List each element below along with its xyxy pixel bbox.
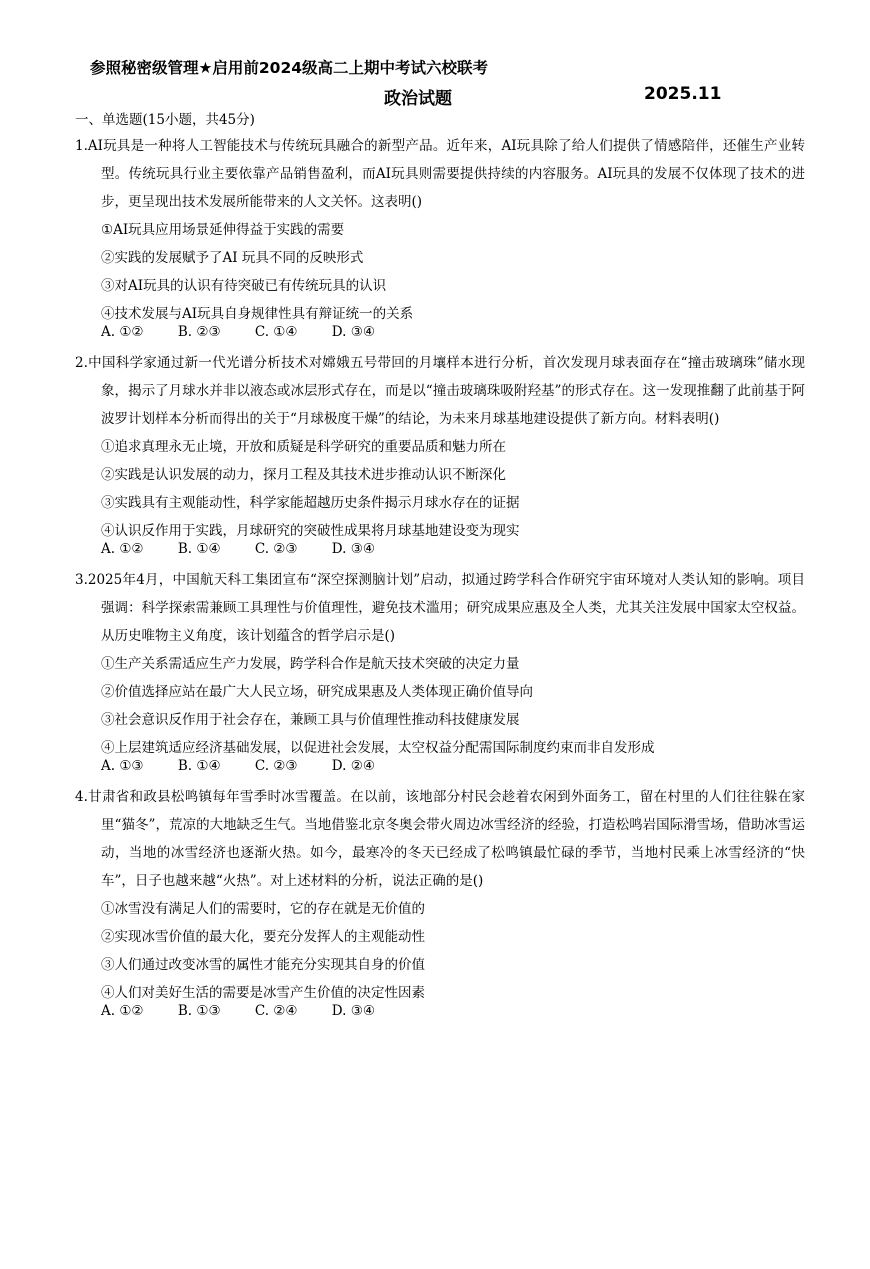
question-3 — [75, 566, 805, 776]
statement-option: ④认识反作用于实践，月球研究的突破性成果将月球基地建设变为现实 — [101, 523, 520, 539]
choice-a: A. ①② — [101, 1003, 144, 1019]
choice-d: D. ②④ — [331, 758, 375, 774]
choice-b: B. ②③ — [177, 324, 221, 340]
statement-option: ②实践的发展赋予了AI 玩具不同的反映形式 — [101, 250, 364, 266]
choice-a: A. ①② — [101, 541, 144, 557]
choice-c: C. ②③ — [254, 758, 298, 774]
question-stem: 3.2025年4月，中国航天科工集团宣布“深空探测脑计划”启动，拟通过跨学科合作研究宇宙环境对人类认知的影响。项目强调：科学探索需兼顾工具理性与价值理性，避免技术滥用；研究成果应惠及全人类，尤其关注发展中国家太空权益。从历史唯物主义角度，该计划蕴含的哲学启示是() — [75, 572, 805, 644]
statement-option: ①冰雪没有满足人们的需要时，它的存在就是无价值的 — [101, 901, 425, 917]
statement-option: ①追求真理永无止境，开放和质疑是科学研究的重要品质和魅力所在 — [101, 439, 506, 455]
statement-option: ③对AI玩具的认识有待突破已有传统玩具的认识 — [101, 278, 387, 294]
choice-a: A. ①③ — [101, 758, 144, 774]
choice-b: B. ①④ — [177, 541, 221, 557]
statement-option: ①AI玩具应用场景延伸得益于实践的需要 — [101, 222, 345, 238]
question-1 — [75, 132, 805, 342]
choice-d: D. ③④ — [331, 541, 375, 557]
exam-date: 2025.11 — [644, 84, 722, 104]
statement-option: ③社会意识反作用于社会存在，兼顾工具与价值理性推动科技健康发展 — [101, 712, 520, 728]
choice-c: C. ②④ — [254, 1003, 298, 1019]
statement-option: ①生产关系需适应生产力发展，跨学科合作是航天技术突破的决定力量 — [101, 656, 520, 672]
question-stem: 1.AI玩具是一种将人工智能技术与传统玩具融合的新型产品。近年来，AI玩具除了给人们提供了情感陪伴，还催生产业转型。传统玩具行业主要依靠产品销售盈利，而AI玩具则需要提供持续的内容服务。AI玩具的发展不仅体现了技术的进步，更呈现出技术发展所能带来的人文关怀。这表明() — [75, 138, 805, 210]
exam-header-line: 参照秘密级管理★启用前2024级高二上期中考试六校联考 — [90, 59, 489, 77]
choice-d: D. ③④ — [331, 1003, 375, 1019]
question-4 — [75, 783, 805, 1021]
choice-c: C. ②③ — [254, 541, 298, 557]
choice-c: C. ①④ — [254, 324, 298, 340]
question-2 — [75, 349, 805, 559]
question-stem: 2.中国科学家通过新一代光谱分析技术对嫦娥五号带回的月壤样本进行分析，首次发现月球表面存在“撞击玻璃珠”储水现象，揭示了月球水并非以液态或冰层形式存在，而是以“撞击玻璃珠吸附羟基”的形式存在。这一发现推翻了此前基于阿波罗计划样本分析而得出的关于“月球极度干燥”的结论，为未来月球基地建设提供了新方向。材料表明() — [75, 355, 805, 427]
statement-option: ④人们对美好生活的需要是冰雪产生价值的决定性因素 — [101, 985, 425, 1001]
statement-option: ④上层建筑适应经济基础发展，以促进社会发展，太空权益分配需国际制度约束而非自发形成 — [101, 740, 655, 756]
statement-option: ③人们通过改变冰雪的属性才能充分实现其自身的价值 — [101, 957, 425, 973]
statement-option: ②实现冰雪价值的最大化，要充分发挥人的主观能动性 — [101, 929, 425, 945]
exam-title: 政治试题 — [384, 89, 452, 109]
statement-option: ③实践具有主观能动性，科学家能超越历史条件揭示月球水存在的证据 — [101, 495, 520, 511]
answer-choices — [75, 1001, 805, 1021]
choice-b: B. ①③ — [177, 1003, 221, 1019]
statement-option: ②实践是认识发展的动力，探月工程及其技术进步推动认识不断深化 — [101, 467, 506, 483]
section-heading: 一、单选题(15小题，共45分) — [75, 112, 255, 128]
statement-option: ②价值选择应站在最广大人民立场，研究成果惠及人类体现正确价值导向 — [101, 684, 533, 700]
statement-option: ④技术发展与AI玩具自身规律性具有辩证统一的关系 — [101, 306, 414, 322]
choice-b: B. ①④ — [177, 758, 221, 774]
question-stem: 4.甘肃省和政县松鸣镇每年雪季时冰雪覆盖。在以前，该地部分村民会趁着农闲到外面务工，留在村里的人们往往躲在家里“猫冬”，荒凉的大地缺乏生气。当地借鉴北京冬奥会带火周边冰雪经济的经验，打造松鸣岩国际滑雪场，借助冰雪运动，当地的冰雪经济也逐渐火热。如今，最寒冷的冬天已经成了松鸣镇最忙碌的季节，当地村民乘上冰雪经济的“快车”，日子也越来越“火热”。对上述材料的分析，说法正确的是() — [75, 789, 805, 889]
choice-d: D. ③④ — [331, 324, 375, 340]
choice-a: A. ①② — [101, 324, 144, 340]
answer-choices — [75, 322, 805, 342]
